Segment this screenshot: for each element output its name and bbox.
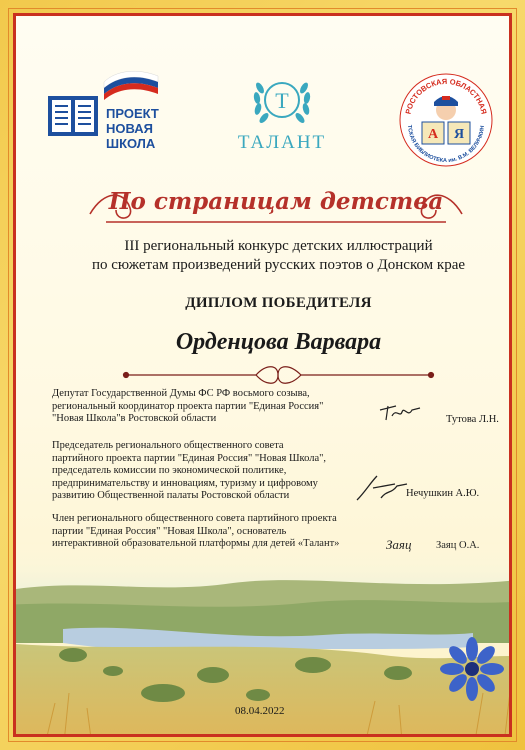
diploma-heading: ДИПЛОМ ПОБЕДИТЕЛЯ bbox=[185, 295, 372, 311]
contest-subtitle bbox=[46, 237, 511, 275]
signature-1 bbox=[376, 396, 426, 426]
signatory-1-position bbox=[52, 388, 372, 426]
laurel-wreath-icon bbox=[230, 68, 334, 132]
svg-text:Я: Я bbox=[453, 127, 465, 142]
proekt-novaya-shkola-logo bbox=[46, 64, 186, 151]
signatory-1-line: Депутат Государственной Думы ФС РФ восьмого созыва, bbox=[52, 388, 310, 399]
proekt-logo-text bbox=[106, 106, 159, 151]
signatory-1-line: "Новая Школа"в Ростовской области bbox=[52, 413, 217, 424]
library-emblem-icon bbox=[398, 72, 494, 168]
signatory-2-line: председатель комиссии по экономической политике, bbox=[52, 465, 287, 476]
library-emblem-logo bbox=[398, 72, 494, 168]
subtitle-line2: по сюжетам произведений русских поэтов о Донском крае bbox=[91, 257, 466, 273]
signatory-2-name: Нечушкин А.Ю. bbox=[406, 488, 480, 499]
svg-text:А: А bbox=[427, 127, 439, 142]
library-top-text: РОСТОВСКАЯ ОБЛАСТНАЯ bbox=[403, 76, 489, 115]
signatory-2-line: партийного проекта партии "Единая Россия" "Новая Школа", bbox=[52, 452, 327, 464]
signatory-2-line: Председатель регионального общественного совета bbox=[52, 440, 284, 451]
subtitle-line1: III региональный конкурс детских иллюстраций bbox=[124, 238, 433, 254]
contest-title: По страницам детства bbox=[108, 188, 444, 215]
title-banner bbox=[86, 180, 466, 228]
signatory-2-line: предпринимательству и инновациям, туризму и цифровому bbox=[52, 477, 318, 489]
proekt-line2: НОВАЯ bbox=[106, 121, 153, 136]
talant-logo bbox=[230, 68, 334, 152]
signatory-2-position bbox=[52, 440, 372, 503]
signatory-1-name: Тутова Л.Н. bbox=[446, 414, 499, 425]
talant-logo-text: ТАЛАНТ bbox=[237, 132, 327, 153]
signatory-2-line: развитию Общественной палаты Ростовской области bbox=[52, 490, 290, 501]
proekt-line1: ПРОЕКТ bbox=[106, 106, 159, 121]
talant-letter: T bbox=[275, 88, 289, 113]
signatory-1-line: региональный координатор проекта партии "Единая Россия" bbox=[52, 400, 324, 412]
ornamental-divider bbox=[106, 362, 451, 388]
signature-2 bbox=[351, 472, 411, 506]
winner-name: Орденцова Варвара bbox=[175, 329, 382, 355]
library-side-text: ТСКАЯ БИБЛИОТЕКА им. В.М. ВЕЛИЧКИН bbox=[405, 124, 487, 165]
proekt-line3: ШКОЛА bbox=[106, 136, 156, 151]
signatory-3-line: партии "Единая Россия" "Новая Школа", основатель bbox=[52, 525, 287, 537]
cornflower-icon bbox=[436, 633, 508, 705]
diploma-sheet bbox=[13, 13, 512, 737]
signatory-3-line: Член регионального общественного совета партийного проекта bbox=[52, 513, 337, 524]
issue-date: 08.04.2022 bbox=[235, 705, 285, 717]
